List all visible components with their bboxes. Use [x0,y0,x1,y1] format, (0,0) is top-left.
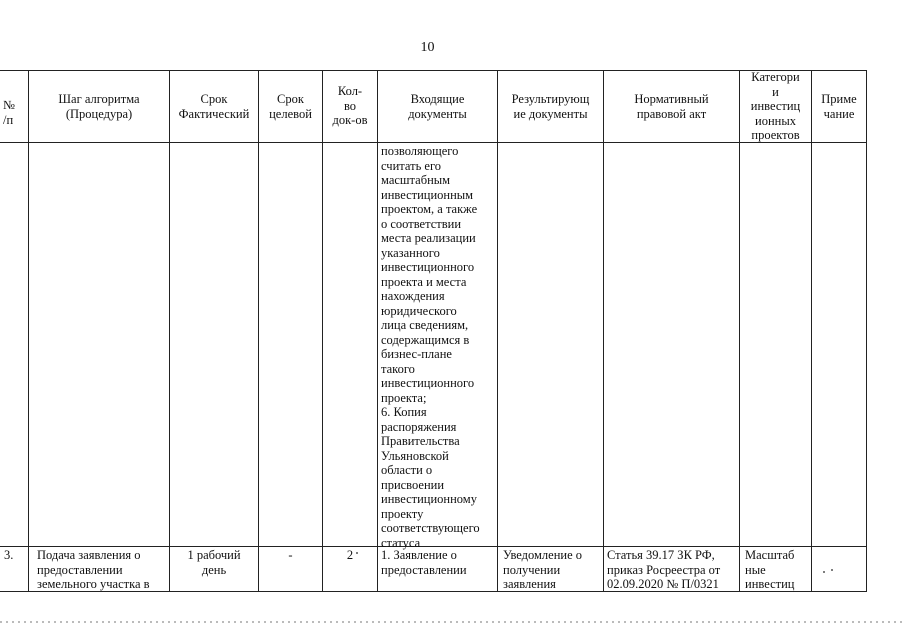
column-divider [258,70,259,592]
scan-border-dots [0,621,905,623]
row-3-incoming-docs: 1. Заявление о предоставлении [381,548,467,577]
table-top-border [0,70,866,71]
header-step: Шаг алгоритма (Процедура) [58,92,140,121]
header-doc-count: Кол- во док-ов [332,84,368,127]
scan-speck [823,571,825,573]
row-3-normative-act: Статья 39.17 ЗК РФ, приказ Росреестра от 02.09.2020 № П/0321 [607,548,721,591]
row-3-number: 3. [4,548,14,562]
column-divider [28,70,29,592]
header-incoming-docs: Входящие документы [408,92,467,121]
header-number: № /п [3,98,15,127]
row-3-resulting-docs: Уведомление о получении заявления [503,548,583,591]
header-category: Категори и инвестиц ионных проектов [750,70,801,142]
continued-incoming-docs: позволяющего считать его масштабным инвестиционным проектом, а также о соответствии места реализации указанного инвестиционного проекта и места нахождения юридического лица сведениям, содержащимся в бизнес-плане такого инвестиционного проекта; 6. Копия распоряжения Правительства Ульяновской области о присвоении инвестиционному проекту соответствующего статуса [381,144,480,550]
header-note: Приме чание [821,92,857,121]
row-3-term-actual: 1 рабочий день [187,548,241,577]
column-divider [811,70,812,592]
row-3-term-target: - [288,548,293,562]
row-3-step: Подача заявления о предоставлении земельного участка в [37,548,150,591]
header-term-actual: Срок Фактический [178,92,250,121]
column-divider [169,70,170,592]
row-3-category: Масштаб ные инвестиц [745,548,795,591]
table-right-border [866,70,867,592]
header-term-target: Срок целевой [269,92,312,121]
scan-speck [356,552,358,554]
column-divider [497,70,498,592]
column-divider [739,70,740,592]
header-resulting-docs: Результирующ ие документы [511,92,590,121]
header-normative-act: Нормативный правовой акт [634,92,709,121]
column-divider [603,70,604,592]
page-number: 10 [420,40,435,55]
row-3-doc-count: 2 [346,548,354,562]
column-divider [377,70,378,592]
header-bottom-border [0,142,866,143]
scan-speck [831,569,833,571]
column-divider [322,70,323,592]
